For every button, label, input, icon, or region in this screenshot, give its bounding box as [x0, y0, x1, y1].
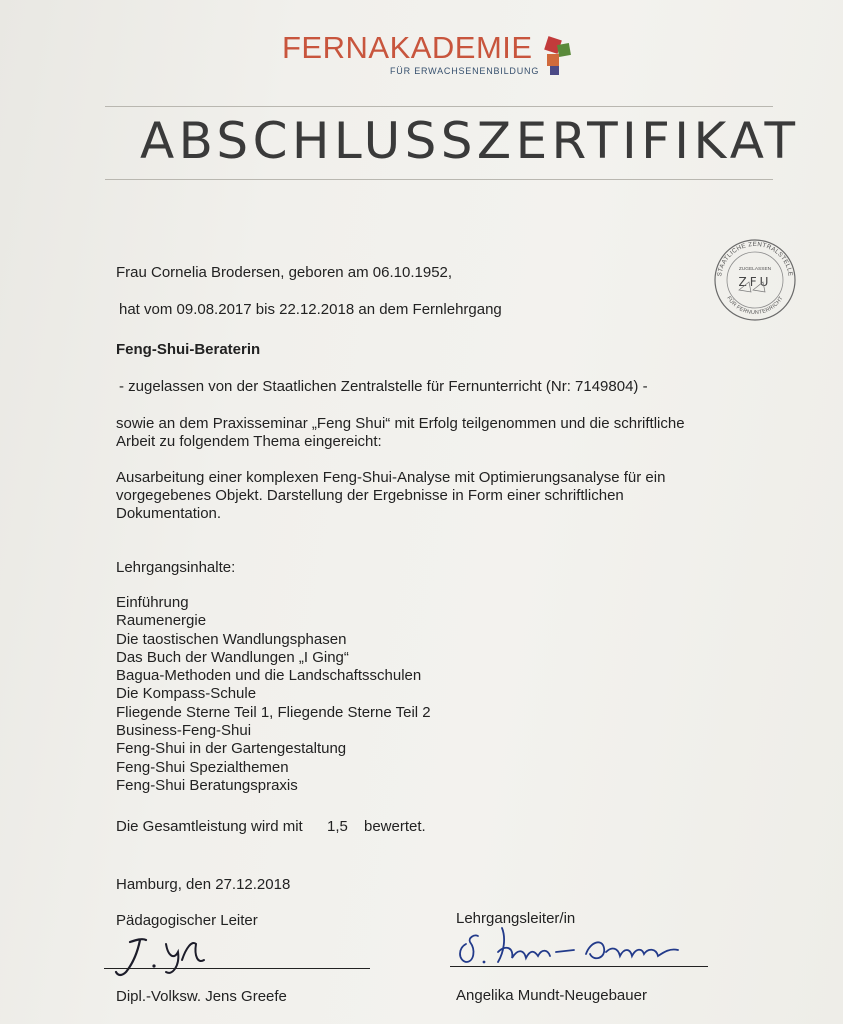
grade-value: 1,5 [327, 818, 348, 835]
seminar-line-2: Arbeit zu folgendem Thema eingereicht: [116, 433, 382, 450]
left-signature-line [104, 968, 370, 969]
grade-suffix: bewertet. [364, 818, 426, 835]
course-name: Feng-Shui-Beraterin [116, 341, 261, 358]
top-rule [105, 106, 773, 107]
list-item: Feng-Shui in der Gartengestaltung [116, 740, 347, 758]
title-rule [105, 179, 773, 180]
list-item: Business-Feng-Shui [116, 722, 252, 740]
list-item: Einführung [116, 594, 189, 611]
right-signer-name: Angelika Mundt-Neugebauer [456, 987, 647, 1004]
list-item: Feng-Shui Spezialthemen [116, 758, 289, 776]
list-item: Fliegende Sterne Teil 1, Fliegende Sterne Teil 2 [116, 703, 431, 721]
topic-line-2: vorgegebenes Objekt. Darstellung der Ergebnisse in Form einer schriftlichen [116, 487, 624, 504]
course-period-line: hat vom 09.08.2017 bis 22.12.2018 an dem Fernlehrgang [119, 301, 502, 318]
seminar-line-1: sowie an dem Praxisseminar „Feng Shui“ mit Erfolg teilgenommen und die schriftliche [116, 415, 685, 432]
left-signature-icon [112, 926, 222, 982]
right-signer-role: Lehrgangsleiter/in [456, 910, 576, 927]
list-item: Raumenergie [116, 612, 207, 630]
grade-prefix: Die Gesamtleistung wird mit [116, 818, 303, 835]
seal-text-bottom: FÜR FERNUNTERRICHT [725, 295, 785, 317]
list-item: Feng-Shui Beratungspraxis [116, 776, 298, 794]
right-signature-line [450, 966, 708, 967]
contents-heading: Lehrgangsinhalte: [116, 559, 236, 576]
seal-text-top: STAATLICHE ZENTRALSTELLE [716, 240, 794, 277]
logo-wordmark: FERNAKADEMIE [282, 30, 533, 65]
list-item: Die taostischen Wandlungsphasen [116, 630, 347, 648]
zfu-seal-icon [713, 238, 797, 322]
topic-line-1: Ausarbeitung einer komplexen Feng-Shui-Analyse mit Optimierungsanalyse für ein [116, 469, 666, 486]
list-item: Das Buch der Wandlungen „I Ging“ [116, 648, 349, 666]
right-signature-icon [452, 922, 692, 972]
left-signer-role: Pädagogischer Leiter [116, 912, 258, 929]
recipient-line: Frau Cornelia Brodersen, geboren am 06.10.1952, [116, 264, 453, 281]
logo-squares-icon [540, 36, 574, 78]
topic-line-3: Dokumentation. [116, 505, 222, 522]
certificate-title: ABSCHLUSSZERTIFIKAT [140, 112, 800, 170]
left-signer-name: Dipl.-Volksw. Jens Greefe [116, 988, 287, 1005]
place-date: Hamburg, den 27.12.2018 [116, 876, 291, 893]
contents-list [116, 594, 431, 795]
list-item: Bagua-Methoden und die Landschaftsschulen [116, 667, 422, 685]
logo-subtitle: FÜR ERWACHSENENBILDUNG [390, 66, 540, 76]
seal-text-mid: ZUGELASSEN [738, 267, 772, 272]
list-item: Die Kompass-Schule [116, 685, 257, 703]
approval-line: - zugelassen von der Staatlichen Zentralstelle für Fernunterricht (Nr: 7149804) - [119, 378, 648, 395]
seal-abbr: ZFU [738, 275, 772, 289]
